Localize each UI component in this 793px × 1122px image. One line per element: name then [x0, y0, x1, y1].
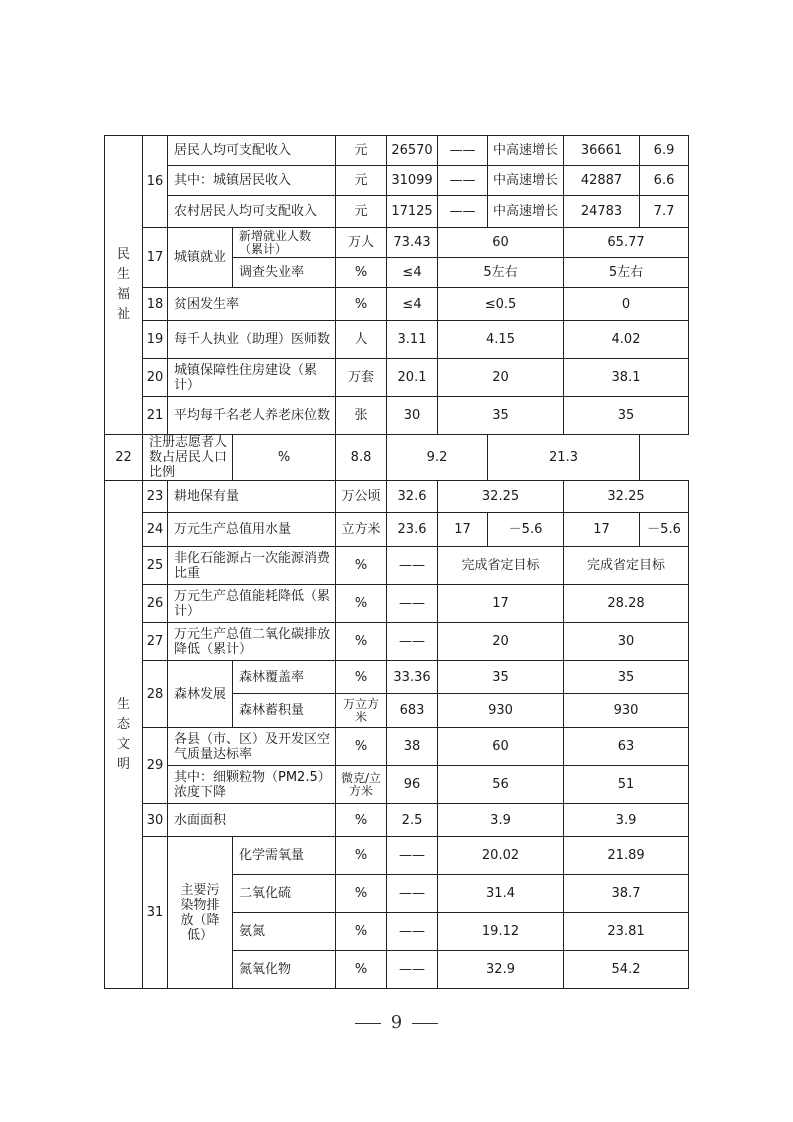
indicator-name: 二氧化硫 — [233, 875, 336, 913]
actual-value: 35 — [564, 397, 689, 435]
unit-cell: % — [336, 288, 387, 321]
actual-value: 17 — [564, 513, 640, 547]
base-value: 30 — [387, 397, 438, 435]
target-value: 20.02 — [438, 837, 564, 875]
table-row — [105, 166, 689, 196]
base-value: 33.36 — [387, 661, 438, 694]
table-row — [105, 837, 689, 875]
actual-value: 0 — [564, 288, 689, 321]
unit-cell: 元 — [336, 196, 387, 228]
row-number: 30 — [143, 804, 168, 837]
row-number: 24 — [143, 513, 168, 547]
base-value: —— — [387, 837, 438, 875]
table-row — [105, 359, 689, 397]
actual-value: 38.7 — [564, 875, 689, 913]
target-value: 17 — [438, 585, 564, 623]
indicator-name: 平均每千名老人养老床位数 — [168, 397, 336, 435]
target-value: 5左右 — [438, 258, 564, 288]
target-value: 4.15 — [438, 321, 564, 359]
base-value: —— — [387, 875, 438, 913]
table-row — [105, 766, 689, 804]
category-shengtai — [105, 481, 143, 989]
row-number: 26 — [143, 585, 168, 623]
indicator-name: 其中：城镇居民收入 — [168, 166, 336, 196]
unit-cell: % — [336, 875, 387, 913]
target-value: 56 — [438, 766, 564, 804]
unit-cell: % — [336, 728, 387, 766]
target-value: 20 — [438, 359, 564, 397]
target-value: 35 — [438, 397, 564, 435]
unit-cell: 元 — [336, 166, 387, 196]
actual-value: 完成省定目标 — [564, 547, 689, 585]
table-row — [105, 435, 689, 481]
row-number: 29 — [143, 728, 168, 804]
actual-value: 54.2 — [564, 951, 689, 989]
base-value: 32.6 — [387, 481, 438, 513]
row-number: 22 — [105, 435, 143, 481]
target-value: 930 — [438, 694, 564, 728]
unit-cell: % — [336, 623, 387, 661]
unit-cell: 人 — [336, 321, 387, 359]
actual-value: 32.25 — [564, 481, 689, 513]
row-number: 18 — [143, 288, 168, 321]
actual-value: 65.77 — [564, 228, 689, 258]
table-row — [105, 623, 689, 661]
base-value: 2.5 — [387, 804, 438, 837]
base-value: —— — [387, 951, 438, 989]
base-value: —— — [387, 913, 438, 951]
actual-value: 30 — [564, 623, 689, 661]
indicator-name: 氨氮 — [233, 913, 336, 951]
base-value: —— — [387, 623, 438, 661]
target-value: 20 — [438, 623, 564, 661]
unit-cell: 万人 — [336, 228, 387, 258]
target-value: 17 — [438, 513, 488, 547]
table-row — [105, 547, 689, 585]
indicator-name: 森林覆盖率 — [233, 661, 336, 694]
indicator-name: 万元生产总值能耗降低（累计） — [168, 585, 336, 623]
base-value: —— — [387, 547, 438, 585]
target-value: —— — [438, 166, 488, 196]
indicator-name: 其中：细颗粒物（PM2.5）浓度下降 — [168, 766, 336, 804]
target-change: －5.6 — [488, 513, 564, 547]
actual-value: 24783 — [564, 196, 640, 228]
actual-change: －5.6 — [640, 513, 689, 547]
actual-value: 21.89 — [564, 837, 689, 875]
category-minsheng — [105, 136, 143, 435]
table-row — [105, 804, 689, 837]
base-value: ≤4 — [387, 288, 438, 321]
indicator-name: 水面面积 — [168, 804, 336, 837]
target-value: 32.9 — [438, 951, 564, 989]
target-value: —— — [438, 196, 488, 228]
target-note: 中高速增长 — [488, 196, 564, 228]
target-note: 中高速增长 — [488, 136, 564, 166]
row-number: 25 — [143, 547, 168, 585]
base-value: 23.6 — [387, 513, 438, 547]
group-label: 主要污染物排放（降低） — [180, 882, 220, 943]
unit-cell: 微克/立方米 — [336, 766, 387, 804]
target-value: 60 — [438, 728, 564, 766]
unit-cell: 张 — [336, 397, 387, 435]
indicator-name: 贫困发生率 — [168, 288, 336, 321]
row-number: 28 — [143, 661, 168, 728]
table-row — [105, 585, 689, 623]
actual-value: 23.81 — [564, 913, 689, 951]
footer-dash-left — [355, 1023, 381, 1024]
indicator-name: 居民人均可支配收入 — [168, 136, 336, 166]
indicator-name: 非化石能源占一次能源消费比重 — [168, 547, 336, 585]
row-number: 17 — [143, 228, 168, 288]
target-value: 19.12 — [438, 913, 564, 951]
indicator-table — [104, 135, 689, 989]
target-note: 中高速增长 — [488, 166, 564, 196]
target-value: 9.2 — [387, 435, 488, 481]
base-value: 73.43 — [387, 228, 438, 258]
target-value: 3.9 — [438, 804, 564, 837]
indicator-name: 注册志愿者人数占居民人口比例 — [143, 435, 233, 481]
actual-value: 35 — [564, 661, 689, 694]
indicator-name: 化学需氧量 — [233, 837, 336, 875]
unit-cell: 万公顷 — [336, 481, 387, 513]
row-number: 31 — [143, 837, 168, 989]
target-value: 完成省定目标 — [438, 547, 564, 585]
table-row — [105, 196, 689, 228]
table-row — [105, 728, 689, 766]
unit-cell: % — [336, 951, 387, 989]
category-label: 生态文明 — [116, 696, 130, 772]
unit-cell: % — [233, 435, 336, 481]
table-row — [105, 321, 689, 359]
base-value: 26570 — [387, 136, 438, 166]
table-row — [105, 513, 689, 547]
growth-value: 6.6 — [640, 166, 689, 196]
table-row — [105, 481, 689, 513]
target-value: ≤0.5 — [438, 288, 564, 321]
table-row — [105, 136, 689, 166]
base-value: 20.1 — [387, 359, 438, 397]
page-footer — [0, 1012, 793, 1033]
target-value: 35 — [438, 661, 564, 694]
actual-value: 930 — [564, 694, 689, 728]
indicator-name: 氮氧化物 — [233, 951, 336, 989]
unit-cell: 元 — [336, 136, 387, 166]
footer-dash-right — [412, 1023, 438, 1024]
table-row — [105, 661, 689, 694]
indicator-name: 万元生产总值用水量 — [168, 513, 336, 547]
target-value: 31.4 — [438, 875, 564, 913]
indicator-group: 森林发展 — [168, 661, 233, 728]
page-number: 9 — [390, 1012, 403, 1033]
base-value: 17125 — [387, 196, 438, 228]
indicator-name: 调查失业率 — [233, 258, 336, 288]
unit-cell: % — [336, 913, 387, 951]
actual-value: 21.3 — [488, 435, 640, 481]
base-value: ≤4 — [387, 258, 438, 288]
unit-cell: % — [336, 661, 387, 694]
unit-cell: % — [336, 837, 387, 875]
base-value: 31099 — [387, 166, 438, 196]
row-number: 23 — [143, 481, 168, 513]
unit-cell: % — [336, 547, 387, 585]
growth-value: 6.9 — [640, 136, 689, 166]
indicator-group — [168, 837, 233, 989]
actual-value: 3.9 — [564, 804, 689, 837]
base-value: —— — [387, 585, 438, 623]
unit-cell: % — [336, 258, 387, 288]
indicator-name: 新增就业人数（累计） — [233, 228, 336, 258]
base-value: 38 — [387, 728, 438, 766]
growth-value: 7.7 — [640, 196, 689, 228]
actual-value: 36661 — [564, 136, 640, 166]
indicator-name: 万元生产总值二氧化碳排放降低（累计） — [168, 623, 336, 661]
actual-value: 42887 — [564, 166, 640, 196]
actual-value: 5左右 — [564, 258, 689, 288]
row-number: 20 — [143, 359, 168, 397]
actual-value: 28.28 — [564, 585, 689, 623]
target-value: 32.25 — [438, 481, 564, 513]
unit-cell: % — [336, 804, 387, 837]
indicator-group: 城镇就业 — [168, 228, 233, 288]
unit-cell: 万立方米 — [336, 694, 387, 728]
indicator-name: 城镇保障性住房建设（累计） — [168, 359, 336, 397]
unit-cell: 万套 — [336, 359, 387, 397]
target-value: 60 — [438, 228, 564, 258]
row-number: 16 — [143, 136, 168, 228]
target-value: —— — [438, 136, 488, 166]
actual-value: 4.02 — [564, 321, 689, 359]
row-number: 27 — [143, 623, 168, 661]
table-row — [105, 397, 689, 435]
base-value: 3.11 — [387, 321, 438, 359]
actual-value: 51 — [564, 766, 689, 804]
table-row — [105, 288, 689, 321]
indicator-name: 农村居民人均可支配收入 — [168, 196, 336, 228]
indicator-name: 耕地保有量 — [168, 481, 336, 513]
indicator-name: 各县（市、区）及开发区空气质量达标率 — [168, 728, 336, 766]
indicator-name: 森林蓄积量 — [233, 694, 336, 728]
base-value: 683 — [387, 694, 438, 728]
indicator-name: 每千人执业（助理）医师数 — [168, 321, 336, 359]
category-label: 民生福祉 — [116, 247, 130, 322]
actual-value: 38.1 — [564, 359, 689, 397]
row-number: 21 — [143, 397, 168, 435]
table-row — [105, 228, 689, 258]
base-value: 96 — [387, 766, 438, 804]
unit-cell: % — [336, 585, 387, 623]
unit-cell: 立方米 — [336, 513, 387, 547]
row-number: 19 — [143, 321, 168, 359]
base-value: 8.8 — [336, 435, 387, 481]
actual-value: 63 — [564, 728, 689, 766]
